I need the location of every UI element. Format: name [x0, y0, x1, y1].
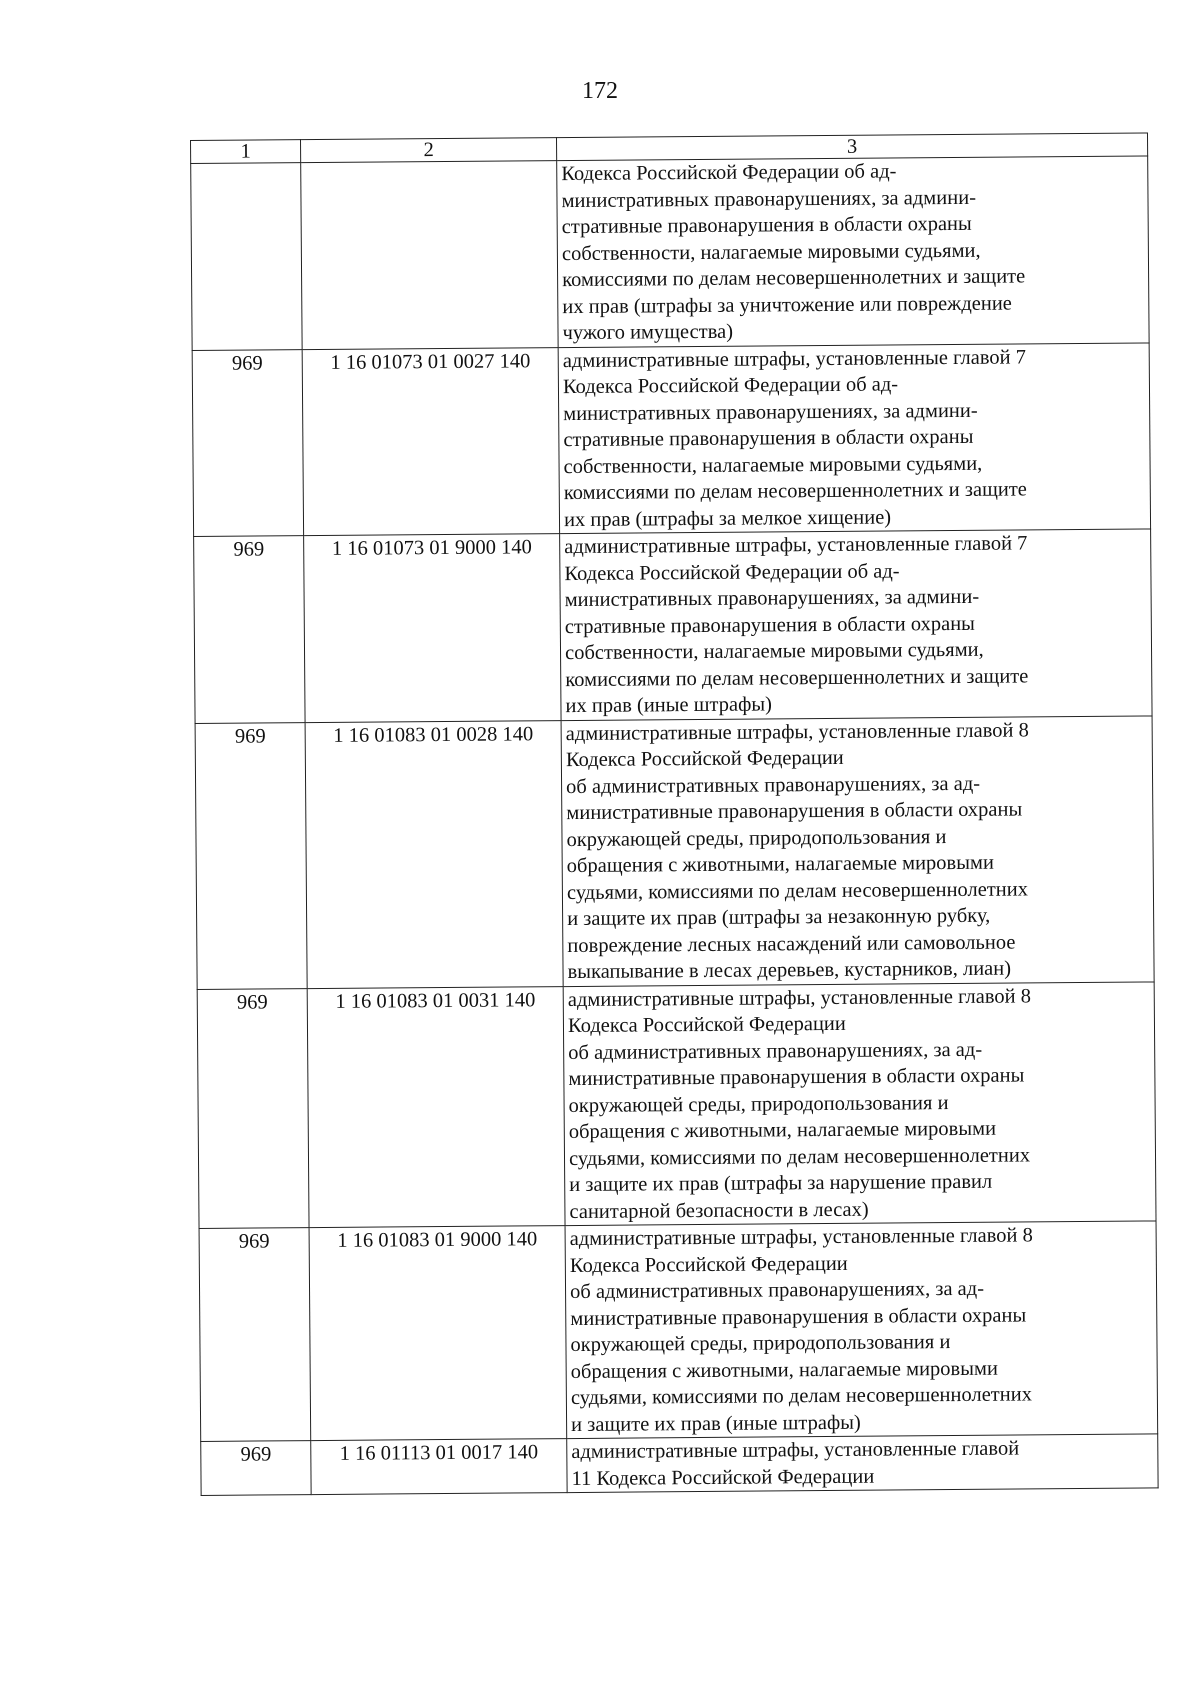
description-line: их прав (иные штрафы): [565, 693, 773, 718]
description-line: собственности, налагаемые мировыми судьями,: [564, 638, 984, 665]
description-line: Кодекса Российской Федерации: [569, 1252, 848, 1277]
description-line: санитарной безопасности в лесах): [569, 1198, 869, 1223]
description-line: административные штрафы, установленные главой 8: [567, 984, 1032, 1011]
description-line: Кодекса Российской Федерации об ад-: [562, 373, 899, 399]
description-line: чужого имущества): [562, 320, 734, 345]
budget-classification-code-cell: [301, 161, 558, 350]
description-line: стративные правонарушения в области охраны: [561, 212, 972, 239]
description-line: судьями, комиссиями по делам несовершеннолетних: [566, 877, 1029, 904]
description-line: об административных правонарушениях, за ад-: [570, 1277, 985, 1304]
description-line: административные штрафы, установленные главой 8: [565, 718, 1029, 745]
description-line: собственности, налагаемые мировыми судьями,: [561, 239, 981, 265]
admin-code-cell: 969: [201, 1441, 312, 1496]
budget-classification-code-cell: 1 16 01073 01 0027 140: [302, 347, 559, 536]
description-line: их прав (штрафы за мелкое хищение): [563, 506, 892, 531]
revenue-description-cell: [558, 342, 1150, 533]
description-line: обращения с животными, налагаемые мировыми: [568, 1117, 997, 1144]
description-line: об административных правонарушениях, за ад-: [568, 1038, 983, 1064]
revenue-description-cell: [557, 156, 1149, 347]
description-line: комиссиями по делам несовершеннолетних и защите: [565, 664, 1029, 691]
table-row: [201, 1434, 1158, 1496]
revenue-description-cell: [567, 1434, 1158, 1493]
description-line: министративных правонарушениях, за админи-: [564, 585, 980, 612]
description-line: министративные правонарушения в области охраны: [570, 1303, 1027, 1330]
description-line: министративные правонарушения в области охраны: [568, 1064, 1025, 1091]
table-row: [192, 342, 1150, 536]
description-line: окружающей среды, природопользования и: [566, 825, 947, 851]
description-line: стративные правонарушения в области охраны: [563, 425, 974, 452]
description-line: 11 Кодекса Российской Федерации: [571, 1465, 875, 1490]
admin-code-cell: 969: [192, 349, 304, 536]
description-line: министративные правонарушения в области охраны: [566, 798, 1023, 825]
page-number: 172: [582, 78, 618, 104]
description-line: и защите их прав (штрафы за нарушение правил: [569, 1170, 993, 1197]
admin-code-cell: [191, 163, 303, 350]
budget-classification-code-cell: 1 16 01073 01 9000 140: [304, 534, 561, 723]
revenue-description-cell: [563, 981, 1156, 1225]
admin-code-cell: 969: [194, 536, 306, 723]
description-line: административные штрафы, установленные главой 7: [562, 345, 1027, 372]
table-body: [191, 133, 1159, 1495]
description-line: Кодекса Российской Федерации об ад-: [561, 160, 897, 186]
description-line: судьями, комиссиями по делам несовершеннолетних: [568, 1143, 1031, 1170]
revenue-description-cell: [565, 1221, 1158, 1439]
admin-code-cell: 969: [197, 988, 309, 1228]
description-line: Кодекса Российской Федерации об ад-: [564, 559, 900, 585]
description-line: министративных правонарушениях, за админи-: [561, 186, 977, 212]
admin-code-cell: 969: [195, 722, 307, 989]
description-line: административные штрафы, установленные главой: [571, 1437, 1020, 1464]
description-line: их прав (штрафы за уничтожение или повреждение: [562, 292, 1012, 318]
description-line: комиссиями по делам несовершеннолетних и защите: [562, 265, 1026, 292]
description-line: обращения с животными, налагаемые мировыми: [570, 1357, 998, 1383]
revenue-description-cell: [561, 715, 1154, 986]
table-row: [194, 529, 1152, 723]
description-line: об административных правонарушениях, за ад-: [566, 772, 981, 798]
description-line: собственности, налагаемые мировыми судьями,: [563, 452, 983, 478]
description-line: административные штрафы, установленные главой 8: [569, 1224, 1033, 1251]
description-line: стративные правонарушения в области охраны: [564, 612, 975, 638]
column-header-1: 1: [191, 140, 301, 164]
description-line: судьями, комиссиями по делам несовершеннолетних: [570, 1383, 1032, 1410]
budget-classification-code-cell: 1 16 01083 01 0031 140: [307, 986, 565, 1228]
budget-codes-table: [190, 132, 1159, 1495]
budget-classification-code-cell: 1 16 01113 01 0017 140: [311, 1439, 567, 1495]
description-line: министративных правонарушениях, за админи-: [563, 399, 978, 425]
description-line: Кодекса Российской Федерации: [565, 746, 844, 772]
description-line: обращения с животными, налагаемые мировыми: [566, 851, 995, 878]
table-row: [197, 981, 1156, 1228]
column-header-2: 2: [301, 138, 557, 163]
table-row: [195, 715, 1154, 989]
description-line: и защите их прав (штрафы за незаконную рубку,: [567, 904, 991, 931]
description-line: Кодекса Российской Федерации: [567, 1012, 846, 1038]
budget-classification-code-cell: 1 16 01083 01 0028 140: [305, 720, 563, 988]
revenue-description-cell: [560, 529, 1152, 720]
table-row: [199, 1221, 1158, 1442]
admin-code-cell: 969: [199, 1228, 311, 1442]
description-line: повреждение лесных насаждений или самовольное: [567, 931, 1016, 957]
table-row: [191, 156, 1149, 350]
column-header-3: 3: [557, 133, 1148, 161]
description-line: административные штрафы, установленные главой 7: [564, 532, 1028, 559]
budget-classification-code-cell: 1 16 01083 01 9000 140: [309, 1226, 566, 1441]
description-line: и защите их прав (иные штрафы): [571, 1411, 861, 1436]
description-line: выкапывание в лесах деревьев, кустарников, лиан): [567, 957, 1012, 984]
description-line: комиссиями по делам несовершеннолетних и защите: [563, 478, 1027, 505]
description-line: окружающей среды, природопользования и: [568, 1091, 949, 1117]
description-line: окружающей среды, природопользования и: [570, 1331, 951, 1357]
